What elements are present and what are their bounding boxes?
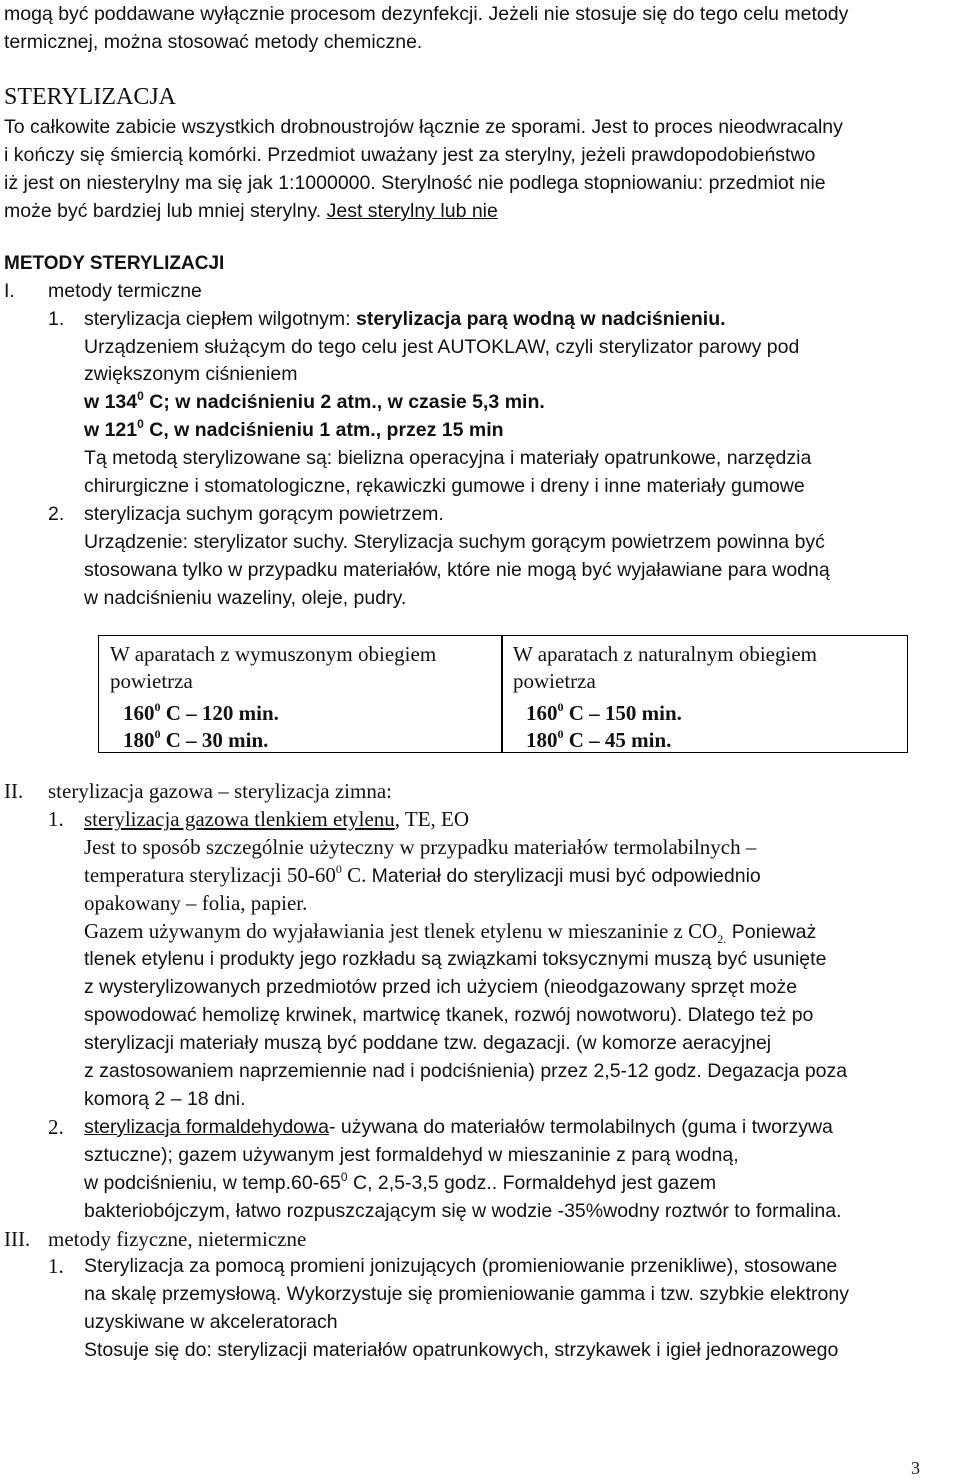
list-item-i-number: I. [4,280,15,302]
method-1-line-7: chirurgiczne i stomatologiczne, rękawiczki gumowe i dreny i inne materiały gumowe [84,475,805,497]
definition-line-4: może być bardziej lub mniej sterylny. Jest sterylny lub nie [4,200,498,222]
gas-method-1-line-8: spowodować hemolizę krwinek, martwicę tkanek, rozwój nowotworu). Dlatego też po [84,1004,814,1026]
method-2-line-4: w nadciśnieniu wazeliny, oleje, pudry. [84,587,407,609]
list-item-iii-number: III. [4,1227,31,1251]
method-2-line-3: stosowana tylko w przypadku materiałów, które nie mogą być wyjaławiane para wodną [84,559,830,581]
table-right-header-1: W aparatach z naturalnym obiegiem [513,642,817,666]
method-1-line-6: Tą metodą sterylizowane są: bielizna operacyjna i materiały opatrunkowe, narzędzia [84,447,812,469]
gas-method-2-line-3: w podciśnieniu, w $temp.60-65^0$ C, 2,5-3,5 godz.. Formaldehyd jest gazem [84,1169,717,1194]
gas-method-1-line-3: temperatura sterylizacji $50-60^0$ C. Materiał do sterylizacji musi być odpowiednio [84,862,761,887]
physical-method-1-line-1: Sterylizacja za pomocą promieni jonizujących (promieniowanie przenikliwe), stosowane [84,1255,838,1277]
list-item-iii-label: metody fizyczne, nietermiczne [48,1227,307,1251]
physical-method-1-line-4: Stosuje się do: sterylizacji materiałów opatrunkowych, strzykawek i igieł jednorazowego [84,1339,839,1361]
intro-line-2: termicznej, można stosować metody chemiczne. [4,31,423,53]
table-cell-right [501,635,908,753]
gas-method-1-line-10: z zastosowaniem naprzemiennie nad i podciśnienia) przez 2,5-12 godz. Degazacja poza [84,1060,848,1082]
gas-method-1-line-2: Jest to sposób szczególnie użyteczny w przypadku materiałów termolabilnych – [84,835,757,859]
intro-line-1: mogą być poddawane wyłącznie procesom dezynfekcji. Jeżeli nie stosuje się do tego celu metody [4,3,849,25]
gas-method-1-line-4: opakowany – folia, papier. [84,891,308,915]
list-item-ii-label: sterylizacja gazowa – sterylizacja zimna: [48,779,392,803]
section-heading-sterylizacja: STERYLIZACJA [4,84,177,110]
list-item-i-label: metody termiczne [48,280,202,302]
physical-method-1-number: 1. [48,1254,64,1278]
method-1-number: 1. [48,308,65,330]
gas-method-1-line-5: Gazem używanym do wyjaławiania jest tlenek etylenu w mieszaninie z $CO_{2.}$ Ponieważ [84,919,817,947]
gas-method-1-title: sterylizacja gazowa tlenkiem etylenu, TE, EO [84,807,470,831]
method-2-number: 2. [48,503,65,525]
definition-line-1: To całkowite zabicie wszystkich drobnoustrojów łącznie ze sporami. Jest to proces nieodwracalny [4,116,843,138]
method-1-condition-2: w $121^0$ C, w nadciśnieniu 1 atm., przez 15 min [84,416,504,441]
method-1-condition-1: w $134^0$ C; w nadciśnieniu 2 atm., w czasie 5,3 min. [84,388,545,413]
method-1-line-3: zwiększonym ciśnieniem [84,363,298,385]
table-right-row-1: $160^0$ C – 150 min. [526,700,682,725]
table-right-row-2: $180^0$ C – 45 min. [526,727,672,752]
method-1-line-2: Urządzeniem służącym do tego celu jest AUTOKLAW, czyli sterylizator parowy pod [84,336,800,358]
definition-line-3: iż jest on niesterylny ma się jak 1:1000000. Sterylność nie podlega stopniowaniu: przedmiot nie [4,172,826,194]
method-2-line-2: Urządzenie: sterylizator suchy. Sterylizacja suchym gorącym powietrzem powinna być [84,531,825,553]
gas-method-2-title: sterylizacja formaldehydowa- używana do materiałów termolabilnych (guma i tworzywa [84,1116,833,1138]
gas-method-2-line-2: sztuczne); gazem używanym jest formaldehyd w mieszaninie z parą wodną, [84,1144,739,1166]
list-item-ii-number: II. [4,779,24,803]
definition-line-2: i kończy się śmiercią komórki. Przedmiot uważany jest za sterylny, jeżeli prawdopodobieństwo [4,144,816,166]
table-left-header-1: W aparatach z wymuszonym obiegiem [110,642,437,666]
gas-method-1-line-7: z wysterylizowanych przedmiotów przed ich użyciem (nieodgazowany sprzęt może [84,976,798,998]
table-left-header-2: powietrza [110,669,193,693]
gas-method-1-line-11: komorą 2 – 18 dni. [84,1088,246,1110]
section-heading-metody: METODY STERYLIZACJI [4,253,225,274]
table-cell-left [98,635,503,753]
method-1-title: sterylizacja ciepłem wilgotnym: sterylizacja parą wodną w nadciśnieniu. [84,308,726,330]
gas-method-2-number: 2. [48,1115,64,1139]
gas-method-1-line-9: sterylizacji materiały muszą być poddane tzw. degazacji. (w komorze aeracyjnej [84,1032,772,1054]
table-left-row-1: $160^0$ C – 120 min. [123,700,279,725]
table-right-header-2: powietrza [513,669,596,693]
physical-method-1-line-2: na skalę przemysłową. Wykorzystuje się promieniowanie gamma i tzw. szybkie elektrony [84,1283,849,1305]
gas-method-1-line-6: tlenek etylenu i produkty jego rozkładu są związkami toksycznymi muszą być usunięte [84,948,827,970]
physical-method-1-line-3: uzyskiwane w akceleratorach [84,1311,338,1333]
gas-method-1-number: 1. [48,807,64,831]
underlined-phrase: Jest sterylny lub nie [326,200,498,222]
gas-method-2-line-4: bakteriobójczym, łatwo rozpuszczającym się w wodzie -35%wodny roztwór to formalina. [84,1200,842,1222]
table-left-row-2: $180^0$ C – 30 min. [123,727,269,752]
page-number: 3 [911,1458,920,1478]
method-2-title: sterylizacja suchym gorącym powietrzem. [84,503,444,525]
